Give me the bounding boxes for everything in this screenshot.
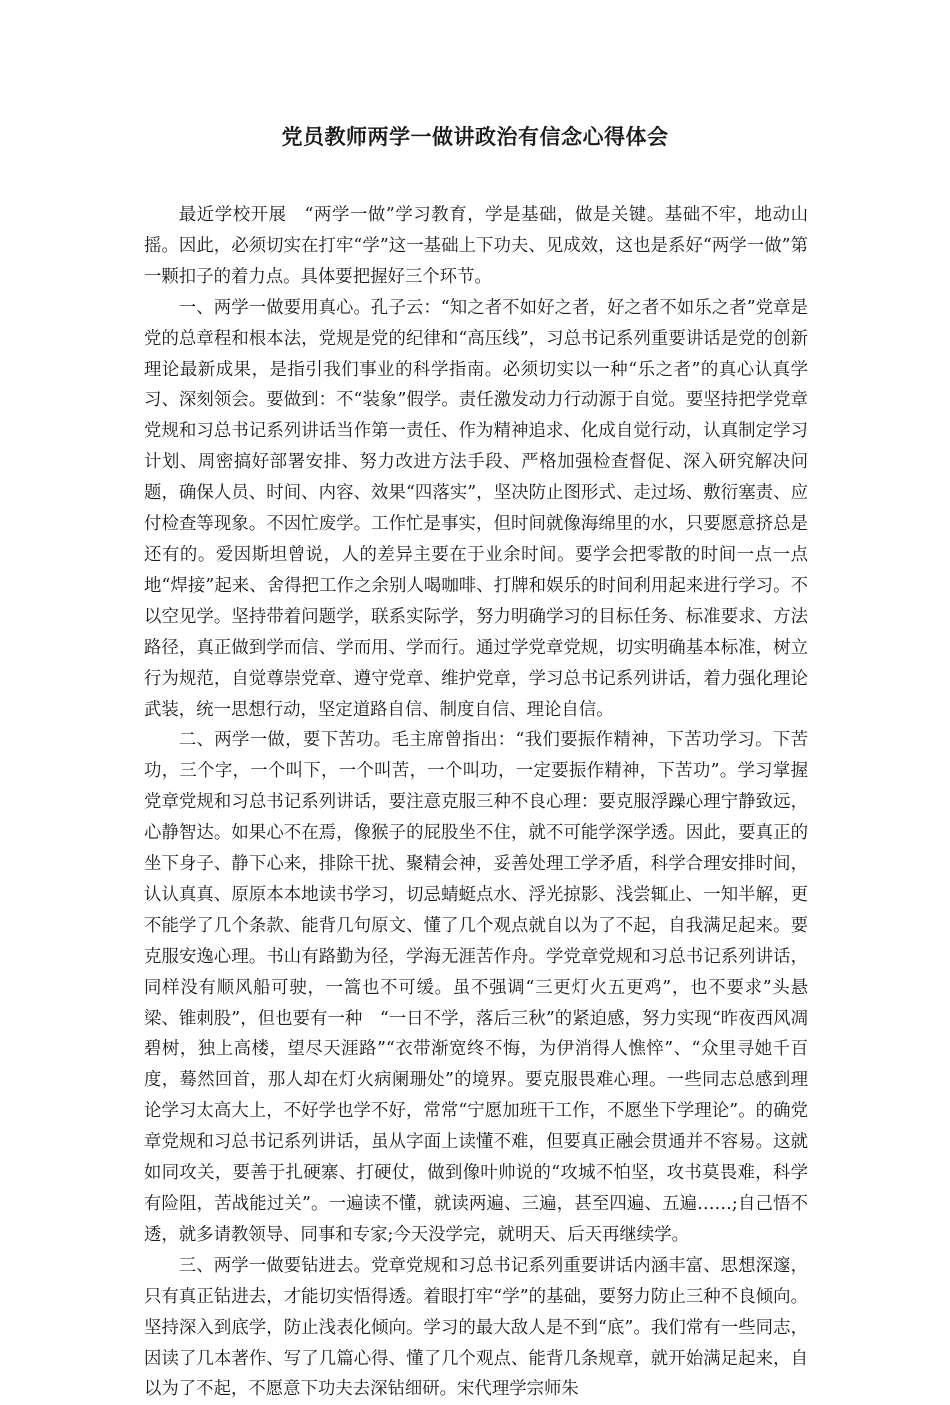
document-title: 党员教师两学一做讲政治有信念心得体会	[281, 125, 669, 149]
paragraph-intro: 最近学校开展 “两学一做”学习教育，学是基础，做是关键。基础不牢，地动山摇。因此，必须切实在打牢“学”这一基础上下功夫、见成效，这也是系好“两学一做”第一颗扣子的着力点。具体要把握好三个环节。	[144, 205, 808, 287]
paragraph-section-3: 三、两学一做要钻进去。党章党规和习总书记系列重要讲话内涵丰富、思想深邃，只有真正钻进去，才能切实悟得透。着眼打牢“学”的基础，要努力防止三种不良倾向。坚持深入到底学，防止浅表化倾向。学习的最大敌人是不到“底”。我们常有一些同志，因读了几本著作、写了几篇心得、懂了几个观点、能背几条规章，就开始满足起来，自以为了不起，不愿意下功夫去深钻细研。宋代理学宗师朱	[144, 1255, 808, 1400]
paragraph-section-1: 一、两学一做要用真心。孔子云：“知之者不如好之者，好之者不如乐之者”党章是党的总章程和根本法，党规是党的纪律和“高压线”，习总书记系列重要讲话是党的创新理论最新成果，是指引我们事业的科学指南。必须切实以一种“乐之者”的真心认真学习、深刻领会。要做到：不“装象”假学。责任激发动力行动源于自觉。要坚持把学党章党规和习总书记系列讲话当作第一责任、作为精神追求、化成自觉行动，认真制定学习计划、周密搞好部署安排、努力改进方法手段、严格加强检查督促、深入研究解决问题，确保人员、时间、内容、效果“四落实”，坚决防止图形式、走过场、敷衍塞责、应付检查等现象。不因忙废学。工作忙是事实，但时间就像海绵里的水，只要愿意挤总是还有的。爱因斯坦曾说，人的差异主要在于业余时间。要学会把零散的时间一点一点地“焊接”起来、舍得把工作之余别人喝咖啡、打牌和娱乐的时间利用起来进行学习。不以空见学。坚持带着问题学，联系实际学，努力明确学习的目标任务、标准要求、方法路径，真正做到学而信、学而用、学而行。通过学党章党规，切实明确基本标准，树立行为规范，自觉尊崇党章、遵守党章、维护党章，学习总书记系列讲话，着力强化理论武装，统一思想行动，坚定道路自信、制度自信、理论自信。	[144, 297, 808, 720]
document-body	[144, 200, 808, 1405]
paragraph-section-2: 二、两学一做，要下苦功。毛主席曾指出：“我们要振作精神，下苦功学习。下苦功，三个字，一个叫下，一个叫苦，一个叫功，一定要振作精神，下苦功”。学习掌握党章党规和习总书记系列讲话，要注意克服三种不良心理：要克服浮躁心理宁静致远，心静智达。如果心不在焉，像猴子的屁股坐不住，就不可能学深学透。因此，要真正的坐下身子、静下心来，排除干扰、聚精会神，妥善处理工学矛盾，科学合理安排时间，认认真真、原原本本地读书学习，切忌蜻蜓点水、浮光掠影、浅尝辄止、一知半解，更不能学了几个条款、能背几句原文、懂了几个观点就自以为了不起，自我满足起来。要克服安逸心理。书山有路勤为径，学海无涯苦作舟。学党章党规和习总书记系列讲话，同样没有顺风船可驶，一篙也不可缓。虽不强调“三更灯火五更鸡”，也不要求”头悬梁、锥刺股”，但也要有一种 “一日不学，落后三秋”的紧迫感，努力实现“昨夜西风凋碧树，独上高楼，望尽天涯路”“衣带渐宽终不悔，为伊消得人憔悴”、“众里寻她千百度，蓦然回首，那人却在灯火病阑珊处”的境界。要克服畏难心理。一些同志总感到理论学习太高大上，不好学也学不好，常常“宁愿加班干工作，不愿坐下学理论”。的确党章党规和习总书记系列讲话，虽从字面上读懂不难，但要真正融会贯通并不容易。这就如同攻关，要善于扎硬寨、打硬仗，做到像叶帅说的“攻城不怕坚，攻书莫畏难，科学有险阻，苦战能过关”。一遍读不懂，就读两遍、三遍，甚至四遍、五遍……;自己悟不透，就多请教领导、同事和专家;今天没学完，就明天、后天再继续学。	[144, 730, 808, 1245]
